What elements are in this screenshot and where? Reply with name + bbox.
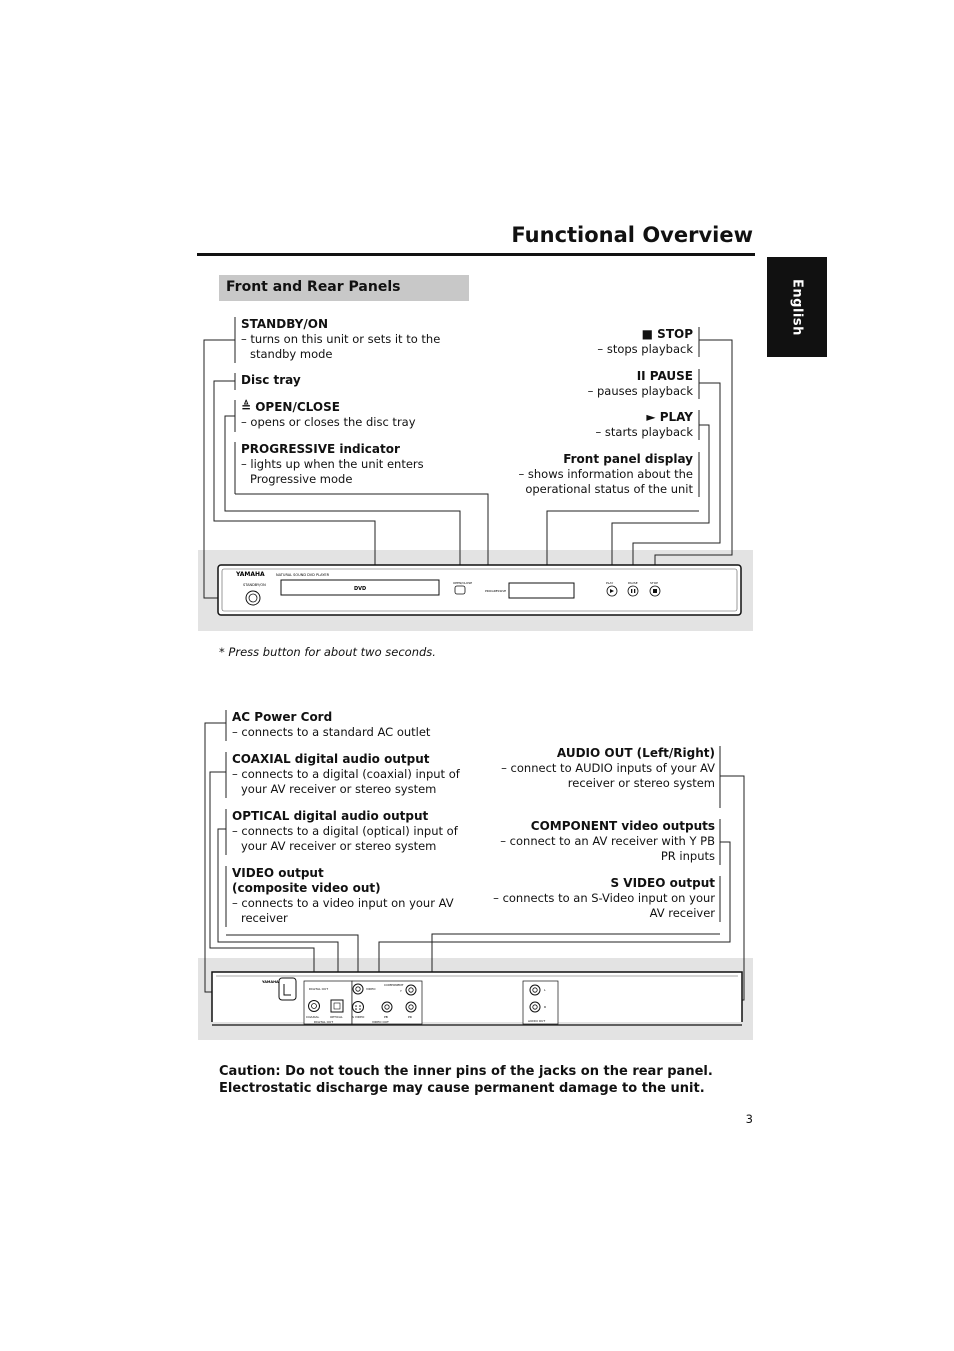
label-desc-line: your AV receiver or stereo system — [241, 782, 437, 796]
label-title: VIDEO output — [232, 866, 324, 880]
label-desc-line: – starts playback — [595, 425, 693, 439]
open-close-button[interactable] — [455, 586, 465, 594]
label-desc-line: or stereo system — [618, 776, 715, 790]
label-desc-line: your AV receiver — [649, 891, 715, 920]
video-jack[interactable] — [353, 984, 363, 994]
label-desc-line: standby mode — [250, 347, 333, 361]
label-desc-line: operational status of the unit — [525, 482, 693, 496]
label-desc-line: – connects to a standard AC outlet — [232, 725, 431, 739]
component-y-jack[interactable] — [406, 985, 416, 995]
label-title: PROGRESSIVE indicator — [241, 442, 400, 456]
label-desc-line: – lights up when the unit enters — [241, 457, 424, 471]
label-title: Front panel display — [563, 452, 693, 466]
label-title: AUDIO OUT (Left/Right) — [556, 746, 715, 760]
label-desc-line: PB PR inputs — [660, 834, 715, 863]
label-desc-line: – turns on this unit or sets it to the — [241, 332, 441, 346]
rear-brand: YAMAHA — [262, 980, 279, 984]
progressive-indicator-text: PROGRESSIVE — [485, 589, 507, 593]
label-title: OPTICAL digital audio output — [232, 809, 429, 823]
label-desc-line: your AV receiver or stereo system — [241, 839, 437, 853]
pause-text: PAUSE — [628, 581, 638, 585]
caution-note — [219, 1063, 759, 1097]
label-desc-line: – pauses playback — [587, 384, 693, 398]
label-desc-line: – opens or closes the disc tray — [241, 415, 416, 429]
rear-device — [212, 972, 742, 1025]
pause-button[interactable] — [628, 586, 638, 596]
front-display — [509, 583, 574, 598]
label-title: S VIDEO output — [610, 876, 715, 890]
audio-out-text: AUDIO OUT — [528, 1019, 546, 1023]
ac-power-inlet[interactable] — [279, 978, 296, 1000]
component-pb-jack[interactable] — [382, 1002, 392, 1012]
label-title: Disc tray — [241, 373, 301, 387]
audio-out-l-jack[interactable] — [530, 985, 540, 995]
audio-out-r-jack[interactable] — [530, 1002, 540, 1012]
label-desc-line: – stops playback — [597, 342, 693, 356]
component-text: COMPONENT — [384, 983, 404, 987]
s-video-text: S VIDEO — [352, 1015, 365, 1019]
label-desc-line: – connect to AUDIO inputs — [501, 761, 653, 775]
footnote: * Press button for about two seconds. — [219, 645, 436, 659]
language-tab-label: English — [789, 278, 805, 336]
rear-panel-diagram — [0, 690, 954, 1050]
dvd-logo: DVD — [354, 586, 367, 592]
y-text: Y — [400, 989, 402, 993]
label-desc-line: – connects to a video input on your AV — [232, 896, 454, 910]
front-model-line: NATURAL SOUND DVD PLAYER — [276, 573, 330, 577]
front-standby-text: STANDBY/ON — [243, 583, 266, 587]
page-number: 3 — [745, 1112, 753, 1126]
label-desc-line: – connects to a digital (optical) input of — [232, 824, 458, 838]
label-title: COMPONENT video outputs — [530, 819, 715, 833]
play-text: PLAY — [606, 581, 614, 585]
label-desc-line: – connects to an S-Video input on — [493, 891, 686, 905]
caution-line-1: Caution: Do not touch the inner pins of the jacks on the rear panel. — [219, 1064, 713, 1079]
caution-line-2: Electrostatic discharge may cause permanent damage to the unit. — [219, 1081, 705, 1096]
pb-text: PB — [384, 1015, 388, 1019]
label-title: AC Power Cord — [232, 710, 333, 724]
front-device — [218, 565, 741, 615]
label-desc-line: Progressive mode — [250, 472, 353, 486]
label-title: II PAUSE — [636, 369, 693, 383]
front-brand: YAMAHA — [236, 571, 265, 578]
l-text: L — [544, 988, 546, 992]
label-desc-line: – connects to a digital (coaxial) input of — [232, 767, 460, 781]
s-video-jack[interactable] — [353, 1002, 364, 1013]
page-title: Functional Overview — [511, 223, 753, 247]
section-heading: Front and Rear Panels — [226, 279, 401, 295]
video-out-text: VIDEO OUT — [372, 1020, 389, 1024]
digital-out-bottom-text: DIGITAL OUT — [314, 1020, 334, 1024]
label-desc-line: – shows information about the — [518, 467, 693, 481]
coaxial-jack[interactable] — [309, 1001, 320, 1012]
label-title-line2: (composite video out) — [232, 881, 381, 895]
pr-text: PR — [408, 1015, 412, 1019]
stop-text: STOP — [650, 581, 658, 585]
label-desc-line: – connect to an AV receiver with Y — [500, 834, 697, 848]
coaxial-text: COAXIAL — [306, 1015, 320, 1019]
optical-text: OPTICAL — [330, 1015, 343, 1019]
standby-button[interactable] — [246, 591, 260, 605]
label-desc-line: receiver — [241, 911, 288, 925]
label-title: COAXIAL digital audio output — [232, 752, 430, 766]
video-text: VIDEO — [366, 987, 376, 991]
r-text: R — [544, 1005, 547, 1009]
label-title: ■ STOP — [641, 327, 693, 341]
label-title: STANDBY/ON — [241, 317, 328, 331]
optical-jack[interactable] — [331, 1000, 343, 1012]
audio-out-group — [523, 981, 558, 1024]
label-title: ≜ OPEN/CLOSE — [241, 400, 340, 414]
label-desc-line: of your AV receiver — [567, 761, 715, 790]
component-pr-jack[interactable] — [406, 1002, 416, 1012]
label-title: ► PLAY — [646, 410, 693, 424]
digital-out-text: DIGITAL OUT — [309, 987, 329, 991]
open-close-text: OPEN/CLOSE — [453, 581, 473, 585]
